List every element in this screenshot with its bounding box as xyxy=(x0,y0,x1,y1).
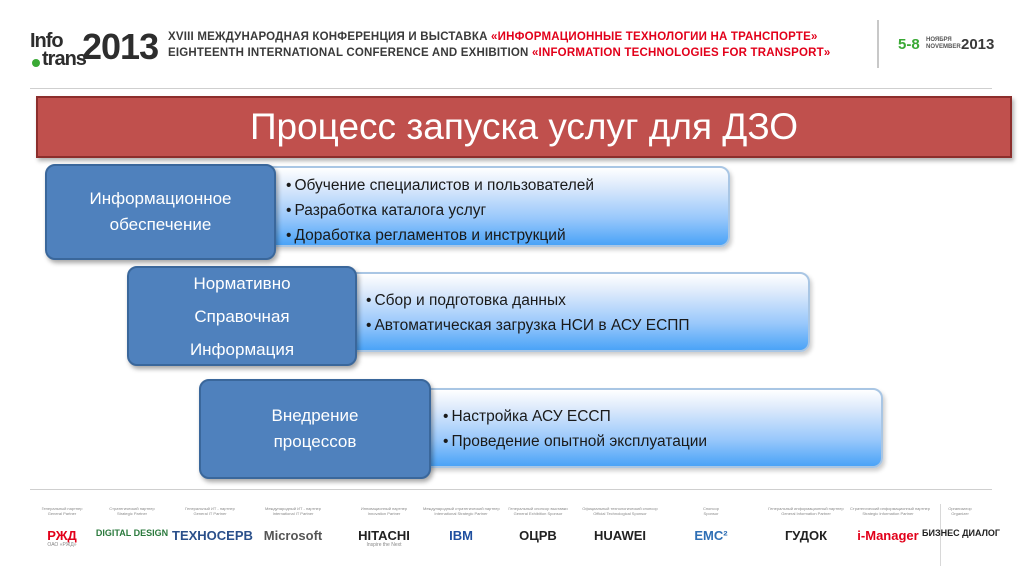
sponsor-logo: ГУДОК xyxy=(784,528,828,543)
list-item: • Автоматическая загрузка НСИ в АСУ ЕСПП xyxy=(366,313,690,338)
sponsor-item xyxy=(346,506,422,548)
stage-1-label-line: Информационное xyxy=(89,189,232,208)
sponsor-caption-ru: Организатор xyxy=(948,506,972,511)
sponsor-caption-ru: Стратегический партнер xyxy=(109,506,155,511)
event-dates xyxy=(898,36,998,56)
sponsor-item xyxy=(673,506,749,543)
conference-title-ru-prefix: XVIII МЕЖДУНАРОДНАЯ КОНФЕРЕНЦИЯ И ВЫСТАВКА xyxy=(168,31,492,43)
sponsor-logo: IBM xyxy=(449,528,473,543)
sponsor-caption-en: Strategic Information Partner xyxy=(862,511,914,516)
sponsor-caption-en: Strategic Partner xyxy=(116,511,147,516)
logo-year: 2013 xyxy=(82,26,159,67)
event-year: 2013 xyxy=(961,36,995,53)
sponsor-logo: ОЦРВ xyxy=(519,528,557,543)
logo-info-text: Info xyxy=(30,30,63,52)
stage-3-list xyxy=(443,404,707,454)
sponsor-item xyxy=(850,506,930,543)
logo-dot-icon xyxy=(32,59,40,67)
sponsor-caption-en: Official Technological Sponsor xyxy=(593,511,647,516)
stage-1-details xyxy=(262,166,730,247)
list-item: • Разработка каталога услуг xyxy=(286,198,594,223)
sponsor-subtitle: Inspire the Next xyxy=(366,542,402,548)
sponsor-item xyxy=(255,506,331,543)
sponsor-caption-ru: Официальный технологический спонсор xyxy=(582,506,658,511)
sponsor-caption-ru: Генеральный ИТ - партнер xyxy=(185,506,235,511)
sponsor-item xyxy=(172,506,253,543)
stage-1-list xyxy=(286,173,594,248)
sponsor-logo: Microsoft xyxy=(263,528,323,543)
sponsor-item xyxy=(423,506,499,543)
sponsor-caption-en: Innovation Partner xyxy=(367,511,401,516)
sponsor-caption-en: General Information Partner xyxy=(781,511,831,516)
sponsor-caption-en: General Exhibition Sponsor xyxy=(513,511,563,516)
sponsor-caption-en: International IT Partner xyxy=(272,511,314,516)
sponsor-item xyxy=(94,506,170,538)
sponsor-caption-ru: Генеральный информационный партнер xyxy=(768,506,844,511)
stage-1-label-line: обеспечение xyxy=(109,215,212,234)
sponsor-logo: DIGITAL DESIGN xyxy=(95,528,169,538)
sponsor-logo: ТЕХНОСЕРВ xyxy=(172,528,253,543)
stage-3-box xyxy=(199,379,431,479)
infotrans-logo xyxy=(30,24,159,74)
stage-2-box xyxy=(127,266,357,366)
list-item: • Настройка АСУ ЕССП xyxy=(443,404,707,429)
sponsor-caption-ru: Генеральный спонсор выставки xyxy=(508,506,568,511)
footer-rule xyxy=(30,489,992,490)
list-item: • Доработка регламентов и инструкций xyxy=(286,223,594,248)
sponsor-caption-en: Sponsor xyxy=(703,511,719,516)
sponsor-logo: РЖД xyxy=(47,528,77,543)
list-item: • Обучение специалистов и пользователей xyxy=(286,173,594,198)
list-item: • Сбор и подготовка данных xyxy=(366,288,690,313)
header-rule xyxy=(30,88,992,89)
sponsor-caption-en: Organizer xyxy=(951,511,969,516)
stage-3-details xyxy=(415,388,883,468)
sponsor-logo: БИЗНЕС ДИАЛОГ xyxy=(922,528,1000,538)
sponsor-logo: HITACHI xyxy=(358,528,410,543)
event-month-ru: НОЯБРЯ xyxy=(926,37,952,43)
sponsor-caption-en: International Strategic Partner xyxy=(434,511,488,516)
conference-title-ru xyxy=(168,31,818,43)
sponsor-caption-ru: Инновационный партнер xyxy=(360,506,408,511)
list-item: • Проведение опытной эксплуатации xyxy=(443,429,707,454)
stage-2-details xyxy=(342,272,810,352)
sponsor-caption-ru: Международный стратегический партнер xyxy=(423,506,500,511)
title-banner xyxy=(36,96,1012,158)
stage-2-label-line: Справочная xyxy=(194,306,290,326)
sponsor-subtitle: ОАО «РЖД» xyxy=(47,542,77,548)
sponsor-caption-en: General IT Partner xyxy=(193,511,227,516)
event-days: 5-8 xyxy=(898,36,920,53)
stage-2-list xyxy=(366,288,690,338)
sponsor-logo: i-Manager xyxy=(857,528,919,543)
sponsor-caption-ru: Международный ИТ - партнер xyxy=(264,506,321,511)
sponsor-item xyxy=(768,506,844,543)
sponsor-item xyxy=(922,506,998,538)
sponsor-item xyxy=(24,506,100,548)
sponsor-caption-ru: Спонсор xyxy=(703,506,719,511)
sponsor-caption-ru: Стратегический информационный партнер xyxy=(850,506,930,511)
sponsor-item xyxy=(500,506,576,543)
sponsor-logo: HUAWEI xyxy=(594,528,646,543)
stage-3-label-line: процессов xyxy=(273,432,357,451)
sponsor-caption-ru: Генеральный партнер xyxy=(41,506,83,511)
conference-title-ru-accent: «ИНФОРМАЦИОННЫЕ ТЕХНОЛОГИИ НА ТРАНСПОРТЕ» xyxy=(491,31,818,43)
sponsor-item xyxy=(582,506,658,543)
event-month-en: NOVEMBER xyxy=(926,44,961,50)
header-divider xyxy=(877,20,879,68)
stage-1-box xyxy=(45,164,276,260)
logo-trans-text: trans xyxy=(42,48,86,70)
stage-3-label-line: Внедрение xyxy=(271,406,359,425)
sponsor-logo: EMC² xyxy=(694,528,728,543)
stage-2-label-line: Нормативно xyxy=(193,273,291,293)
conference-title-en-prefix: EIGHTEENTH INTERNATIONAL CONFERENCE AND EXHIBITION xyxy=(168,47,532,59)
conference-title-en-accent: «INFORMATION TECHNOLOGIES FOR TRANSPORT» xyxy=(531,47,831,59)
conference-title-en xyxy=(168,47,830,59)
stage-2-label-line: Информация xyxy=(189,339,295,359)
slide-title: Процесс запуска услуг для ДЗО xyxy=(249,106,799,147)
sponsor-caption-en: General Partner xyxy=(47,511,77,516)
